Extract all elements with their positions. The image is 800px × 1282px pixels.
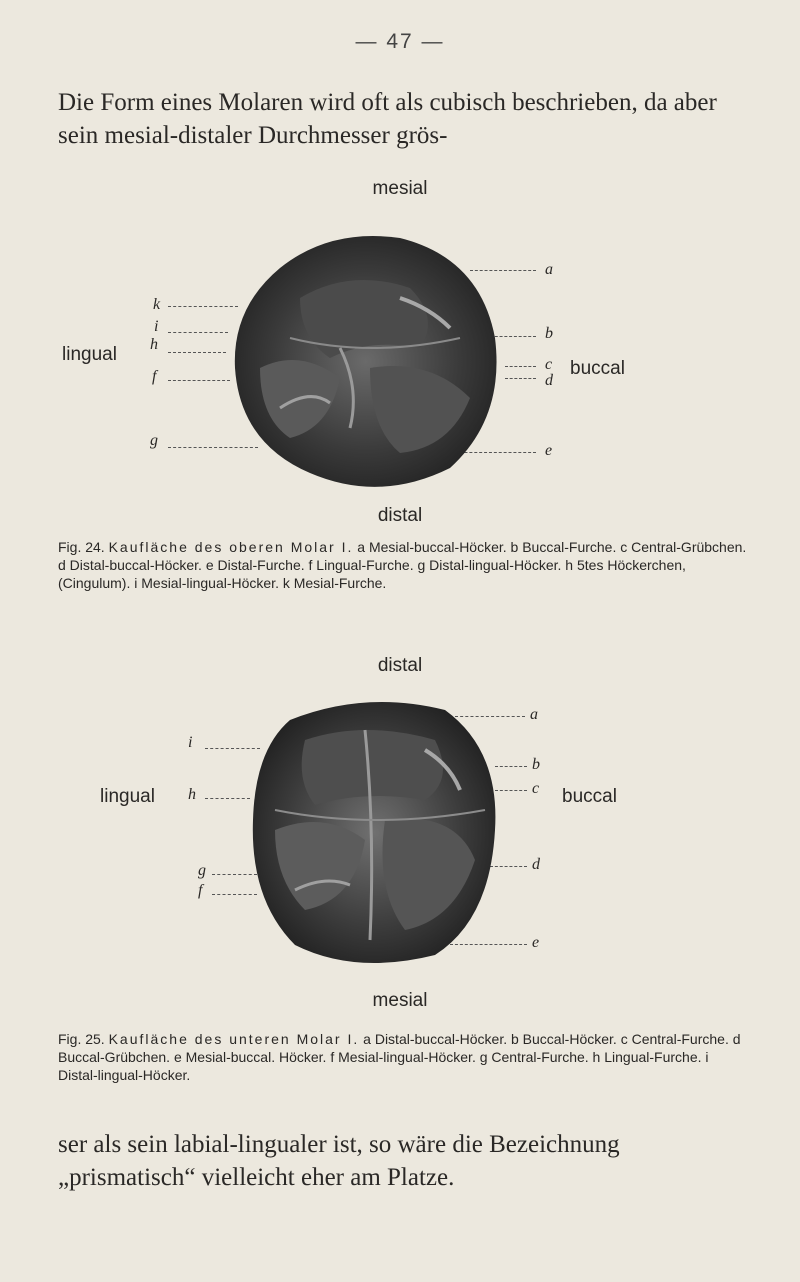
fig2-caption-title: Kaufläche des unteren Molar I.	[108, 1031, 360, 1047]
fig1-letter-b: b	[545, 325, 553, 342]
page-number: — 47 —	[355, 30, 445, 53]
fig1-letter-e: e	[545, 442, 553, 459]
fig2-right-label: buccal	[562, 786, 617, 807]
fig1-letter-g: g	[150, 432, 158, 449]
fig1-right-label: buccal	[570, 358, 625, 379]
fig2-letter-a: a	[530, 706, 538, 723]
body-text-bottom: ser als sein labial-lingualer ist, so wäre die Bezeichnung „prismatisch“ vielleicht eher am Platze.	[58, 1131, 620, 1191]
fig1-letter-d: d	[545, 372, 553, 389]
fig2-bottom-label: mesial	[372, 990, 428, 1011]
fig2-letter-i: i	[188, 734, 193, 751]
fig2-left-label: lingual	[100, 786, 155, 807]
lower-molar-occlusal-illustration	[235, 690, 515, 970]
fig2-letter-c: c	[532, 780, 540, 797]
fig1-caption-number: Fig. 24.	[58, 539, 105, 555]
fig1-caption-title: Kaufläche des oberen Molar I.	[108, 539, 354, 555]
fig2-letter-f: f	[198, 882, 203, 899]
fig1-leader-i	[168, 332, 228, 333]
fig2-caption-number: Fig. 25.	[58, 1031, 105, 1047]
fig2-letter-e: e	[532, 934, 540, 951]
fig1-caption	[58, 538, 748, 592]
fig1-caption-text: a Mesial-buccal-Höcker. b Buccal-Furche. c Central-Grübchen. d Distal-buccal-Höcker. e Distal-Furche. f Lingual-Furche. g Distal-lingual-Höcker. h 5tes Höckerchen, (Cingulum). i Mesial-lingual-Höcker. k Mesial-Furche.	[58, 539, 747, 591]
fig1-leader-h	[168, 352, 226, 353]
fig2-caption-text: a Distal-buccal-Höcker. b Buccal-Höcker. c Central-Furche. d Buccal-Grübchen. e Mesial-buccal. Höcker. f Mesial-lingual-Höcker. g Central-Furche. h Lingual-Furche. i Distal-lingual-Höcker.	[58, 1031, 741, 1083]
fig1-top-label: mesial	[372, 178, 428, 199]
fig1-bottom-label: distal	[377, 505, 423, 526]
body-text-top: Die Form eines Molaren wird oft als cubisch beschrieben, da aber sein mesial-distaler Durchmesser grös-	[58, 89, 717, 149]
fig2-letter-h: h	[188, 786, 196, 803]
fig2-letter-g: g	[198, 862, 206, 879]
fig1-letter-k: k	[153, 296, 161, 313]
fig2-letter-d: d	[532, 856, 540, 873]
fig2-caption	[58, 1030, 748, 1084]
fig2-top-label: distal	[377, 655, 423, 676]
upper-molar-occlusal-illustration	[220, 228, 510, 493]
fig1-letter-h: h	[150, 336, 158, 353]
fig1-letter-a: a	[545, 261, 553, 278]
fig1-letter-f: f	[152, 368, 157, 385]
fig1-letter-c: c	[545, 356, 553, 373]
fig1-letter-i: i	[154, 318, 159, 335]
fig1-left-label: lingual	[62, 344, 117, 365]
fig2-letter-b: b	[532, 756, 540, 773]
